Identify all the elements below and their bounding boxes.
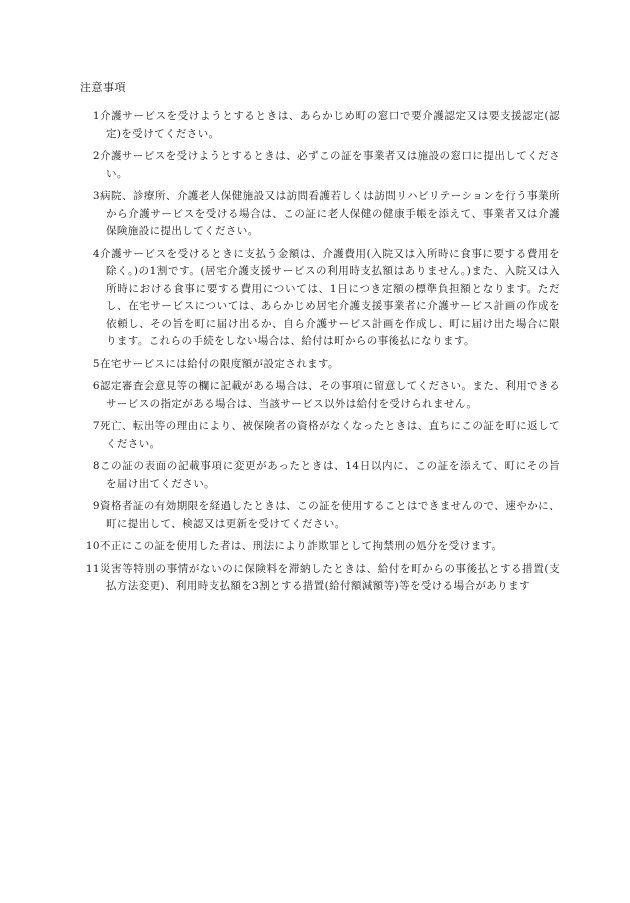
note-number: 5 (92, 357, 100, 370)
note-number: 11 (85, 562, 100, 575)
note-number: 6 (92, 380, 100, 392)
note-text: 死亡、転出等の理由により、被保険者の資格がなくなったときは、直ちにこの証を町に返してください。 (100, 420, 560, 450)
note-text: 介護サービスを受けようとするときは、必ずこの証を事業者又は施設の窓口に提出してください。 (100, 150, 560, 180)
notes-list (80, 108, 560, 601)
note-text: 介護サービスを受けようとするときは、あらかじめ町の窓口で要介護認定又は要支援認定(認定)を受けてください。 (100, 110, 560, 140)
note-item-1 (80, 108, 560, 143)
note-item-5 (80, 356, 560, 374)
note-number: 1 (92, 110, 100, 122)
note-text: 資格者証の有効期限を経過したときは、この証を使用することはできませんので、速やかに、町に提出して、検認又は更新を受けてください。 (100, 500, 560, 530)
note-number: 10 (85, 540, 100, 552)
note-item-9 (80, 498, 560, 533)
note-item-8 (80, 458, 560, 493)
document-title: 注意事項 (80, 81, 126, 94)
note-item-4 (80, 246, 560, 351)
note-text: 認定審査会意見等の欄に記載がある場合は、その事項に留意してください。また、利用できるサービスの指定がある場合は、当該サービス以外は給付を受けられません。 (100, 380, 560, 410)
note-item-3 (80, 188, 560, 241)
note-number: 9 (92, 500, 100, 512)
note-text: この証の表面の記載事項に変更があったときは、14日以内に、この証を添えて、町にその旨を届け出てください。 (100, 460, 560, 490)
note-number: 4 (92, 247, 100, 260)
note-text: 介護サービスを受けるときに支払う金額は、介護費用(入院又は入所時に食事に要する費用を除く。)の1割です。(居宅介護支援サービスの利用時支払額はありません。)また、入院又は入所時における食事に要する費用については、1日につき定額の標準負担額となります。ただし、在宅サービスについては、あらかじめ居宅介護支援事業者に介護サービス計画の作成を依頼し、その旨を町に届け出るか、自ら介護サービス計画を作成し、町に届け出た場合に限ります。これらの手続をしない場合は、給付は町からの事後払になります。 (100, 247, 560, 347)
note-number: 8 (92, 460, 100, 472)
note-item-2 (80, 148, 560, 183)
note-text: 不正にこの証を使用した者は、刑法により詐欺罪として拘禁刑の処分を受けます。 (100, 540, 503, 552)
note-number: 3 (92, 190, 100, 202)
note-item-6 (80, 378, 560, 413)
note-item-10 (80, 538, 560, 556)
note-item-11 (80, 561, 560, 596)
note-text: 災害等特別の事情がないのに保険料を滞納したときは、給付を町からの事後払とする措置(支払方法変更)、利用時支払額を3割とする措置(給付額減額等)等を受ける場合があります (100, 562, 560, 592)
note-item-7 (80, 418, 560, 453)
note-number: 2 (92, 150, 100, 162)
note-number: 7 (92, 420, 100, 432)
note-text: 在宅サービスには給付の限度額が設定されます。 (100, 357, 339, 370)
note-text: 病院、診療所、介護老人保健施設又は訪問看護若しくは訪問リハビリテーションを行う事業所から介護サービスを受ける場合は、この証に老人保健の健康手帳を添えて、事業者又は介護保険施設に提出してください。 (100, 190, 560, 237)
